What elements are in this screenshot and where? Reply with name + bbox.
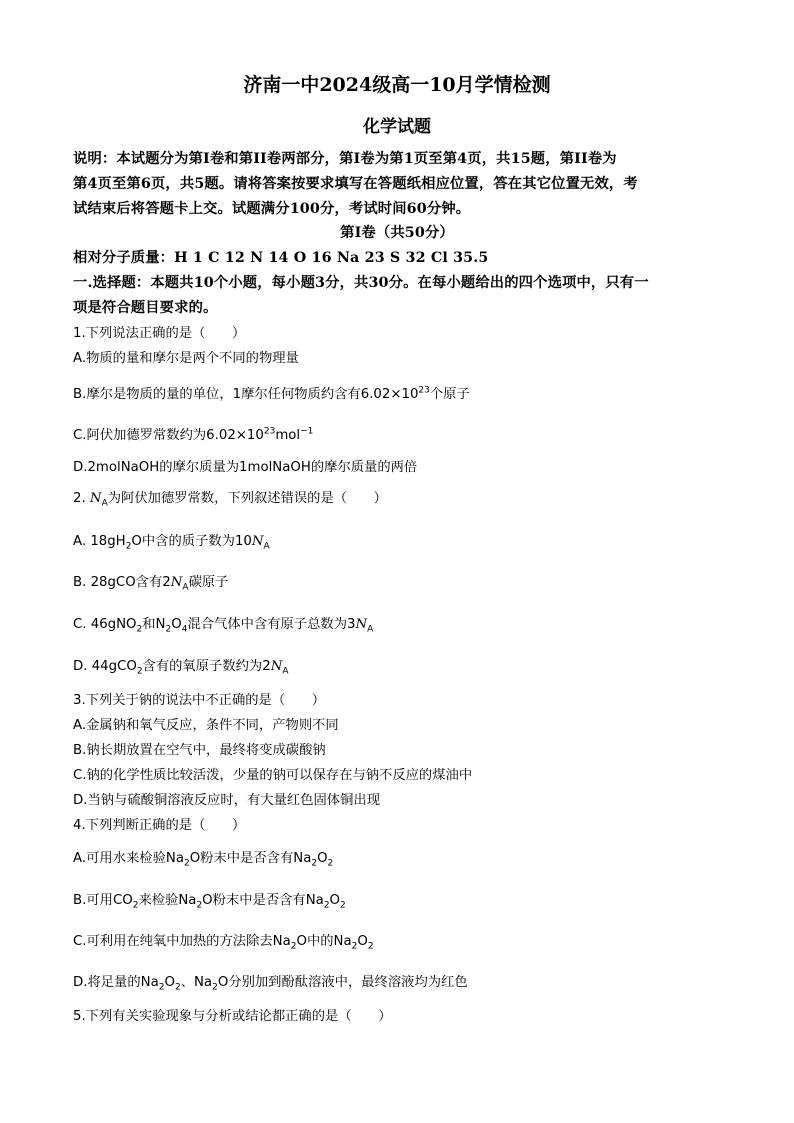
question-1-option-a: A.物质的量和摩尔是两个不同的物理量 (73, 351, 299, 366)
question-3-stem: 3.下列关于钠的说法中不正确的是（ ） (73, 693, 326, 708)
question-2-option-d: D. 44gCO$_2$含有的氧原子数约为$2N_A$ (73, 659, 289, 677)
question-1-option-c: C.阿伏加德罗常数约为$6.02\times 10^{23}mol^{-1}$ (73, 426, 314, 443)
question-5-stem: 5.下列有关实验现象与分析或结论都正确的是（ ） (73, 1009, 392, 1024)
section-heading: 第I卷（共50分） (340, 225, 454, 241)
exam-title: 济南一中2024级高一10月学情检测 (243, 74, 551, 96)
subject-title: 化学试题 (363, 117, 431, 137)
part-instructions-line-1: 一.选择题：本题共10个小题，每小题3分，共30分。在每小题给出的四个选项中，只有一 (73, 275, 649, 291)
question-3-option-c: C.钠的化学性质比较活泼，少量的钠可以保存在与钠不反应的煤油中 (73, 768, 473, 783)
question-2-stem: 2. $N_A$为阿伏加德罗常数，下列叙述错误的是（ ） (73, 491, 387, 509)
question-1-stem: 1.下列说法正确的是（ ） (73, 326, 246, 341)
question-4-option-b: B.可用$CO_2$来检验$Na_2O$粉末中是否含有$Na_2O_2$ (73, 893, 346, 911)
question-1-option-b: B.摩尔是物质的量的单位，1摩尔任何物质约含有$6.02\times 10^{23}$个原子 (73, 385, 470, 402)
question-3-option-a: A.金属钠和氧气反应，条件不同，产物则不同 (73, 718, 339, 733)
question-4-stem: 4.下列判断正确的是（ ） (73, 818, 246, 833)
instructions-line-2: 第4页至第6页，共5题。请将答案按要求填写在答题纸相应位置，答在其它位置无效，考 (73, 176, 638, 192)
question-1-option-d: D.2molNaOH的摩尔质量为1molNaOH的摩尔质量的两倍 (73, 460, 418, 475)
relative-masses: 相对分子质量：H 1 C 12 N 14 O 16 Na 23 S 32 Cl 35.5 (73, 250, 489, 266)
question-4-option-d: D.将足量的$Na_2O_2$、$Na_2O$分别加到酚酞溶液中，最终溶液均为红色 (73, 975, 468, 993)
question-4-option-c: C.可利用在纯氧中加热的方法除去$Na_2O$中的$Na_2O_2$ (73, 934, 374, 952)
question-3-option-b: B.钠长期放置在空气中，最终将变成碳酸钠 (73, 743, 326, 758)
question-2-option-b: B. 28gCO含有$2N_A$碳原子 (73, 575, 229, 593)
instructions-line-1: 说明：本试题分为第I卷和第II卷两部分，第I卷为第1页至第4页，共15题，第II卷为 (73, 151, 617, 167)
part-instructions-line-2: 项是符合题目要求的。 (73, 300, 218, 316)
question-2-option-a: A. $18gH_2O$中含的质子数为$10N_A$ (73, 534, 270, 552)
question-3-option-d: D.当钠与硫酸铜溶液反应时，有大量红色固体铜出现 (73, 793, 380, 808)
question-4-option-a: A.可用水来检验$Na_2O$粉末中是否含有$Na_2O_2$ (73, 851, 334, 869)
question-2-option-c: C. 46gNO$_2$和$N_2O_4$混合气体中含有原子总数为$3N_A$ (73, 617, 374, 635)
instructions-line-3: 试结束后将答题卡上交。试题满分100分，考试时间60分钟。 (73, 201, 471, 217)
